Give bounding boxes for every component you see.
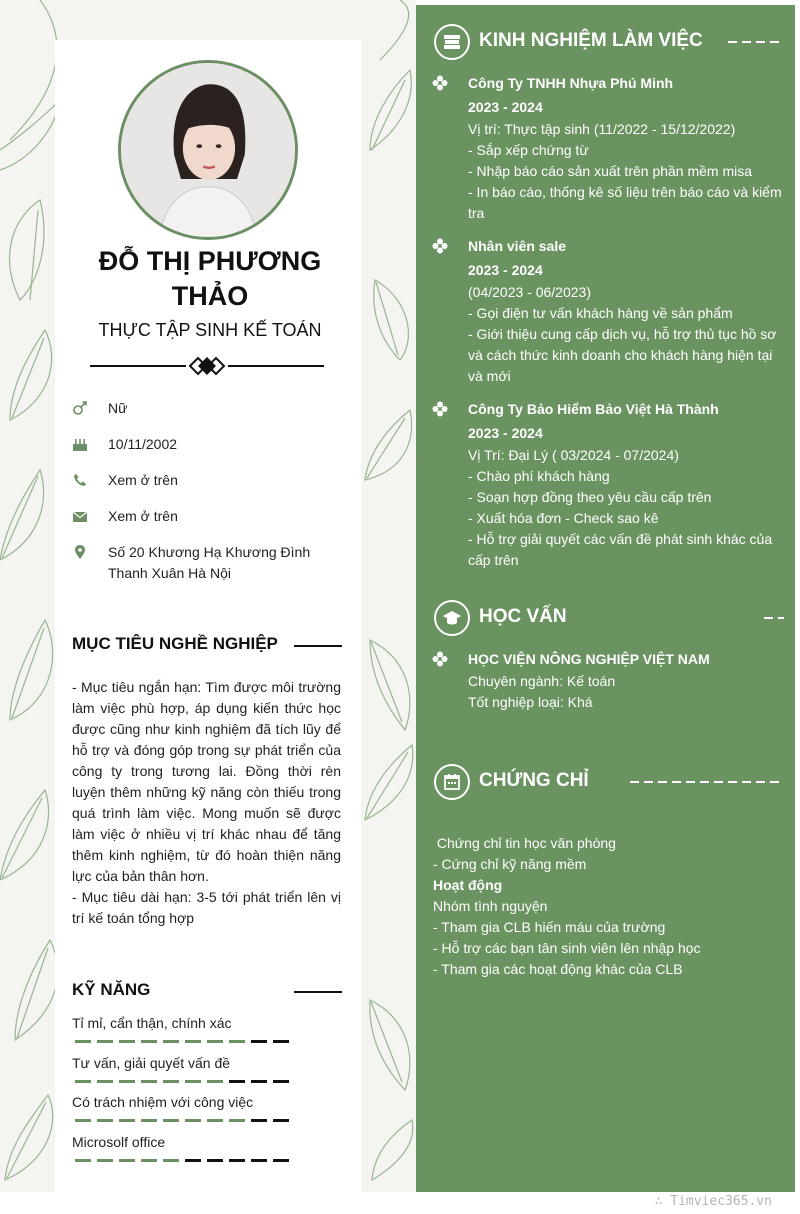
skill-segment-filled (163, 1040, 179, 1043)
skill-segment-filled (141, 1040, 157, 1043)
skill-level-bar (75, 1119, 299, 1122)
education-heading-dashes (764, 617, 784, 619)
entry-line: - Sắp xếp chứng từ (468, 142, 589, 158)
objective-heading-line (294, 645, 342, 647)
education-line: Chuyên ngành: Kế toán (468, 673, 616, 689)
birthday-cake-icon (72, 436, 88, 452)
skill-segment-filled (207, 1080, 223, 1083)
watermark-text: Timviec365.vn (670, 1194, 772, 1209)
avatar (118, 60, 298, 240)
skill-name: Microsolf office (72, 1134, 166, 1150)
watermark (655, 1192, 772, 1212)
entry-line: Vị trí: Thực tập sinh (11/2022 - 15/12/2022) (468, 121, 736, 137)
certificates-heading-dashes (630, 781, 784, 783)
activity-line: - Tham gia các hoạt động khác của CLB (433, 961, 683, 977)
address-text: Số 20 Khương Hạ Khương Đình Thanh Xuân Hà Nội (108, 544, 311, 581)
skill-name: Tư vấn, giải quyết vấn đề (72, 1055, 231, 1071)
entry-line: - Gọi điện tư vấn khách hàng về sản phẩm (468, 305, 733, 321)
flower-bullet-icon (432, 75, 448, 91)
skill-segment-filled (97, 1119, 113, 1122)
objective-heading-label: MỤC TIÊU NGHỀ NGHIỆP (72, 634, 278, 653)
company-name: Công Ty Bảo Hiểm Bảo Việt Hà Thành (468, 401, 719, 417)
books-icon (442, 32, 462, 52)
skill-segment-filled (97, 1080, 113, 1083)
experience-entry (468, 397, 784, 571)
gender-icon (72, 400, 88, 416)
skill-segment-filled (75, 1159, 91, 1162)
education-entry (468, 647, 784, 713)
entry-line: (04/2023 - 06/2023) (468, 284, 591, 300)
certificates-heading-badge (434, 764, 470, 800)
skill-segment-empty (273, 1119, 289, 1122)
candidate-name: ĐỖ THỊ PHƯƠNG THẢO (98, 246, 322, 311)
certificate-line: - Cứng chỉ kỹ năng mềm (433, 856, 587, 872)
skills-heading (72, 980, 342, 1004)
skill-segment-empty (273, 1040, 289, 1043)
entry-line: - Chào phí khách hàng (468, 468, 610, 484)
skill-segment-empty (251, 1080, 267, 1083)
skill-segment-filled (119, 1159, 135, 1162)
skill-name: Tỉ mỉ, cẩn thận, chính xác (72, 1015, 232, 1031)
entry-line: Vị Trí: Đại Lý ( 03/2024 - 07/2024) (468, 447, 679, 463)
objective-heading (72, 634, 342, 658)
flower-bullet-icon (432, 401, 448, 417)
skill-segment-empty (229, 1159, 245, 1162)
skill-segment-filled (185, 1080, 201, 1083)
phone-icon (72, 472, 88, 488)
skill-segment-empty (229, 1080, 245, 1083)
skill-segment-filled (141, 1080, 157, 1083)
skill-level-bar (75, 1080, 299, 1083)
skill-segment-filled (141, 1159, 157, 1162)
objective-long-term: - Mục tiêu dài hạn: 3-5 tới phát triển lên vị trí kế toán tổng hợp (72, 889, 341, 926)
skill-segment-filled (97, 1159, 113, 1162)
skills-heading-label: KỸ NĂNG (72, 980, 151, 999)
flower-bullet-icon (432, 651, 448, 667)
skill-segment-empty (185, 1159, 201, 1162)
skill-segment-filled (119, 1119, 135, 1122)
period: 2023 - 2024 (468, 425, 543, 441)
skill-item (72, 1014, 342, 1032)
entry-line: - Hỗ trợ giải quyết các vấn đề phát sinh khác của cấp trên (468, 531, 773, 568)
skill-item (72, 1133, 342, 1151)
education-line: Tốt nghiệp loại: Khá (468, 694, 593, 710)
experience-heading-badge (434, 24, 470, 60)
certificate-line: Chứng chỉ tin học văn phòng (433, 835, 616, 851)
skill-segment-empty (273, 1080, 289, 1083)
experience-entry (468, 234, 784, 387)
skill-segment-filled (141, 1119, 157, 1122)
period: 2023 - 2024 (468, 99, 543, 115)
skill-segment-filled (163, 1159, 179, 1162)
email-text: Xem ở trên (108, 508, 178, 524)
name-divider (90, 356, 324, 376)
skill-segment-filled (229, 1119, 245, 1122)
skill-segment-filled (185, 1119, 201, 1122)
gender-text: Nữ (108, 400, 128, 416)
envelope-icon (72, 508, 88, 524)
skill-segment-filled (119, 1040, 135, 1043)
watermark-sparkle-icon: ∴ (654, 1194, 671, 1209)
company-name: Nhân viên sale (468, 238, 567, 254)
skill-segment-filled (207, 1119, 223, 1122)
skill-segment-filled (97, 1040, 113, 1043)
skill-segment-empty (251, 1159, 267, 1162)
certificates-text (433, 833, 783, 980)
skill-segment-empty (273, 1159, 289, 1162)
activity-line: Nhóm tình nguyện (433, 898, 548, 914)
experience-entry (468, 71, 784, 224)
skills-heading-line (294, 991, 342, 993)
activity-line: - Hỗ trợ các bạn tân sinh viên lên nhập học (433, 940, 701, 956)
certificate-calendar-icon (442, 772, 462, 792)
location-pin-icon (72, 544, 88, 560)
skill-item (72, 1054, 342, 1072)
objective-short-term: - Mục tiêu ngắn hạn: Tìm được môi trường làm việc phù hợp, áp dụng kiến thức học được cũng như kinh nghiệm đã tích lũy để hỗ trợ và đóng góp trong sự phát triển của công ty trong tương lai. Đồng thời rèn luyện thêm những kỹ năng còn thiếu trong quá trình làm việc. Mong muốn sẽ được làm việc ở nhiều vị trí khác nhau để tăng thêm kinh nghiệm, từ đó hoàn thiện năng lực của bản thân hơn. (72, 679, 341, 884)
graduation-cap-icon (442, 608, 462, 628)
skill-segment-empty (251, 1040, 267, 1043)
experience-heading-label: KINH NGHIỆM LÀM VIỆC (479, 30, 703, 51)
skill-level-bar (75, 1159, 299, 1162)
experience-heading (434, 24, 784, 60)
entry-line: - Soạn hợp đồng theo yêu cầu cấp trên (468, 489, 712, 505)
education-heading (434, 600, 784, 636)
entry-line: - Nhập báo cáo sản xuất trên phần mềm misa (468, 163, 753, 179)
skill-segment-filled (185, 1040, 201, 1043)
skill-segment-filled (163, 1119, 179, 1122)
certificates-heading-label: CHỨNG CHỈ (479, 770, 589, 791)
skill-segment-empty (251, 1119, 267, 1122)
skill-segment-filled (75, 1119, 91, 1122)
flower-bullet-icon (432, 238, 448, 254)
entry-line: - In báo cáo, thống kê số liệu trên báo cáo và kiểm tra (468, 184, 782, 221)
phone-text: Xem ở trên (108, 472, 178, 488)
activities-heading: Hoạt động (433, 877, 503, 893)
skill-level-bar (75, 1040, 299, 1043)
skill-segment-filled (207, 1040, 223, 1043)
entry-line: - Xuất hóa đơn - Check sao kê (468, 510, 659, 526)
skill-item (72, 1093, 342, 1111)
skill-segment-filled (75, 1080, 91, 1083)
experience-heading-dashes (728, 41, 784, 43)
company-name: Công Ty TNHH Nhựa Phú Minh (468, 75, 674, 91)
skill-segment-filled (75, 1040, 91, 1043)
portrait-photo (121, 63, 295, 237)
skill-segment-empty (207, 1159, 223, 1162)
education-heading-label: HỌC VẤN (479, 606, 567, 627)
skill-segment-filled (163, 1080, 179, 1083)
skill-segment-filled (229, 1040, 245, 1043)
entry-line: - Giới thiệu cung cấp dịch vụ, hỗ trợ thủ tục hồ sơ và cách thức kinh doanh cho khách hàng hiện tại và mới (468, 326, 777, 384)
birthday-text: 10/11/2002 (108, 436, 178, 452)
right-column (416, 5, 795, 1192)
period: 2023 - 2024 (468, 262, 543, 278)
skill-name: Có trách nhiệm với công việc (72, 1094, 254, 1110)
skill-segment-filled (119, 1080, 135, 1083)
activity-line: - Tham gia CLB hiến máu của trường (433, 919, 666, 935)
objective-text (72, 677, 341, 929)
education-heading-badge (434, 600, 470, 636)
job-title: THỰC TẬP SINH KẾ TOÁN (98, 320, 322, 340)
certificates-heading (434, 764, 784, 800)
school-name: HỌC VIỆN NÔNG NGHIỆP VIỆT NAM (468, 651, 710, 667)
